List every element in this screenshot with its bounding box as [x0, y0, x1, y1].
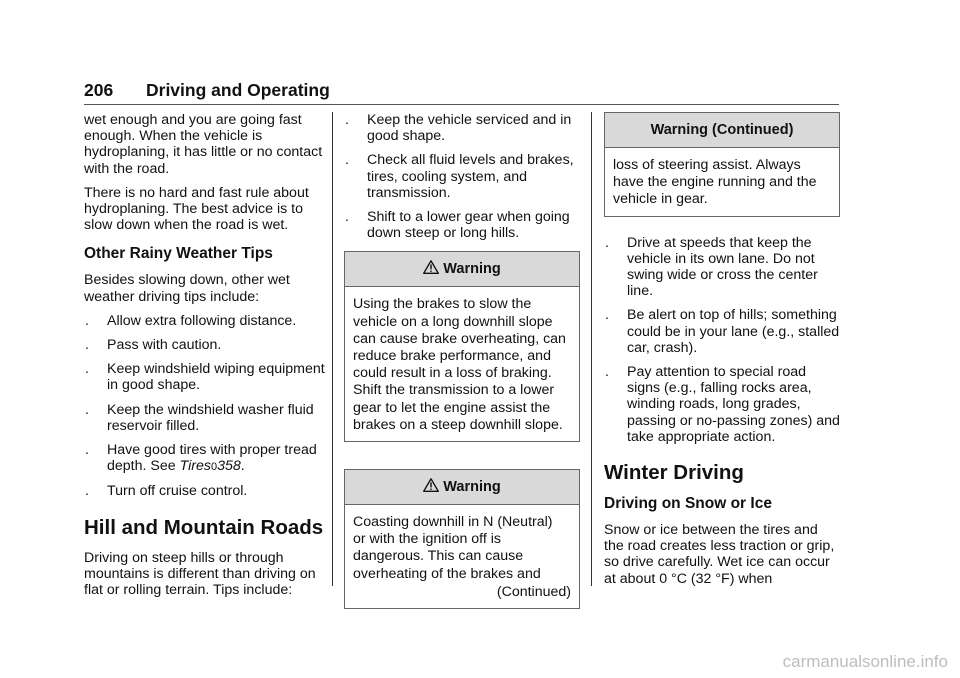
bullet-marker: .	[605, 364, 609, 381]
bullet-marker: .	[85, 442, 89, 459]
list-item: . Turn off cruise control.	[85, 483, 248, 500]
warning-triangle-icon	[423, 478, 439, 492]
page-header	[84, 82, 839, 105]
heading-winter-driving: Winter Driving	[604, 461, 744, 485]
warning-body: loss of steering assist. Always have the engine running and the vehicle in gear.	[613, 157, 817, 208]
list-item: . Pass with caution.	[85, 337, 222, 354]
bullet-marker: .	[345, 152, 349, 169]
list-item: . Allow extra following distance.	[85, 312, 297, 329]
warning-header: Warning	[345, 252, 579, 287]
column-middle	[344, 112, 580, 617]
warning-header: Warning (Continued)	[605, 113, 839, 148]
bullet-marker: .	[605, 234, 609, 251]
section-title: Driving and Operating	[146, 80, 330, 100]
column-divider	[591, 112, 592, 586]
heading-other-rainy-weather-tips: Other Rainy Weather Tips	[84, 245, 273, 263]
page-ref-arrow-icon: 0	[210, 461, 218, 474]
bullet-marker: .	[345, 209, 349, 226]
heading-hill-and-mountain-roads: Hill and Mountain Roads	[84, 515, 324, 539]
warning-triangle-icon	[423, 260, 439, 274]
bullet-marker: .	[605, 307, 609, 324]
list-item: . Shift to a lower gear when going down steep or long hills.	[345, 209, 570, 242]
continued-label: (Continued)	[496, 583, 571, 600]
list-item: . Keep windshield wiping equipment in good shape.	[85, 361, 325, 394]
column-left	[84, 112, 326, 606]
tires-link[interactable]: Tires	[179, 458, 211, 475]
warning-body: Using the brakes to slow the vehicle on a long downhill slope can cause brake overheating, can reduce brake performance, and could result in a loss of braking. Shift the transmission to a lower gear to let the engine assist the brakes on a steep downhill slope.	[353, 296, 566, 433]
warning-box-continued	[604, 112, 840, 217]
bullet-marker: .	[85, 483, 89, 500]
watermark: carmanualsonline.info	[782, 651, 948, 671]
list-item: . Have good tires with proper tread depth. See Tires0358.	[85, 442, 317, 475]
bullet-marker: .	[85, 337, 89, 354]
bullet-marker: .	[85, 401, 89, 418]
paragraph: wet enough and you are going fast enough. When the vehicle is hydroplaning, it has little or no contact with the road.	[84, 112, 323, 177]
warning-header: Warning	[345, 470, 579, 505]
tires-page-ref[interactable]: 358	[217, 458, 241, 475]
column-divider	[332, 112, 333, 586]
list-item: . Pay attention to special road signs (e.g., falling rocks area, winding roads, long grades, passing or no-passing zones) and take appropriate action.	[605, 364, 840, 445]
list-item: . Drive at speeds that keep the vehicle in its own lane. Do not swing wide or cross the center line.	[605, 234, 818, 300]
warning-box-brakes	[344, 251, 580, 442]
warning-body: Coasting downhill in N (Neutral) or with the ignition off is dangerous. This can cause overheating of the brakes and (Continued)	[353, 514, 571, 600]
heading-driving-on-snow-or-ice: Driving on Snow or Ice	[604, 495, 772, 513]
list-item: . Keep the windshield washer fluid reservoir filled.	[85, 401, 314, 434]
list-item: . Check all fluid levels and brakes, tires, cooling system, and transmission.	[345, 152, 574, 201]
paragraph: Besides slowing down, other wet weather driving tips include:	[84, 272, 290, 305]
list-item: . Be alert on top of hills; something could be in your lane (e.g., stalled car, crash).	[605, 307, 840, 356]
paragraph: Driving on steep hills or through mountains is different than driving on flat or rolling terrain. Tips include:	[84, 549, 316, 599]
warning-box-coasting	[344, 469, 580, 609]
bullet-marker: .	[85, 312, 89, 329]
column-right	[604, 112, 840, 595]
bullet-marker: .	[345, 112, 349, 128]
bullet-marker: .	[85, 361, 89, 378]
paragraph: Snow or ice between the tires and the road creates less traction or grip, so drive carefully. Wet ice can occur at about 0 °C (32 °F) when	[604, 522, 835, 587]
page-number: 206	[84, 80, 114, 100]
paragraph: There is no hard and fast rule about hydroplaning. The best advice is to slow down when the road is wet.	[84, 184, 309, 234]
list-item: . Keep the vehicle serviced and in good shape.	[345, 112, 572, 145]
